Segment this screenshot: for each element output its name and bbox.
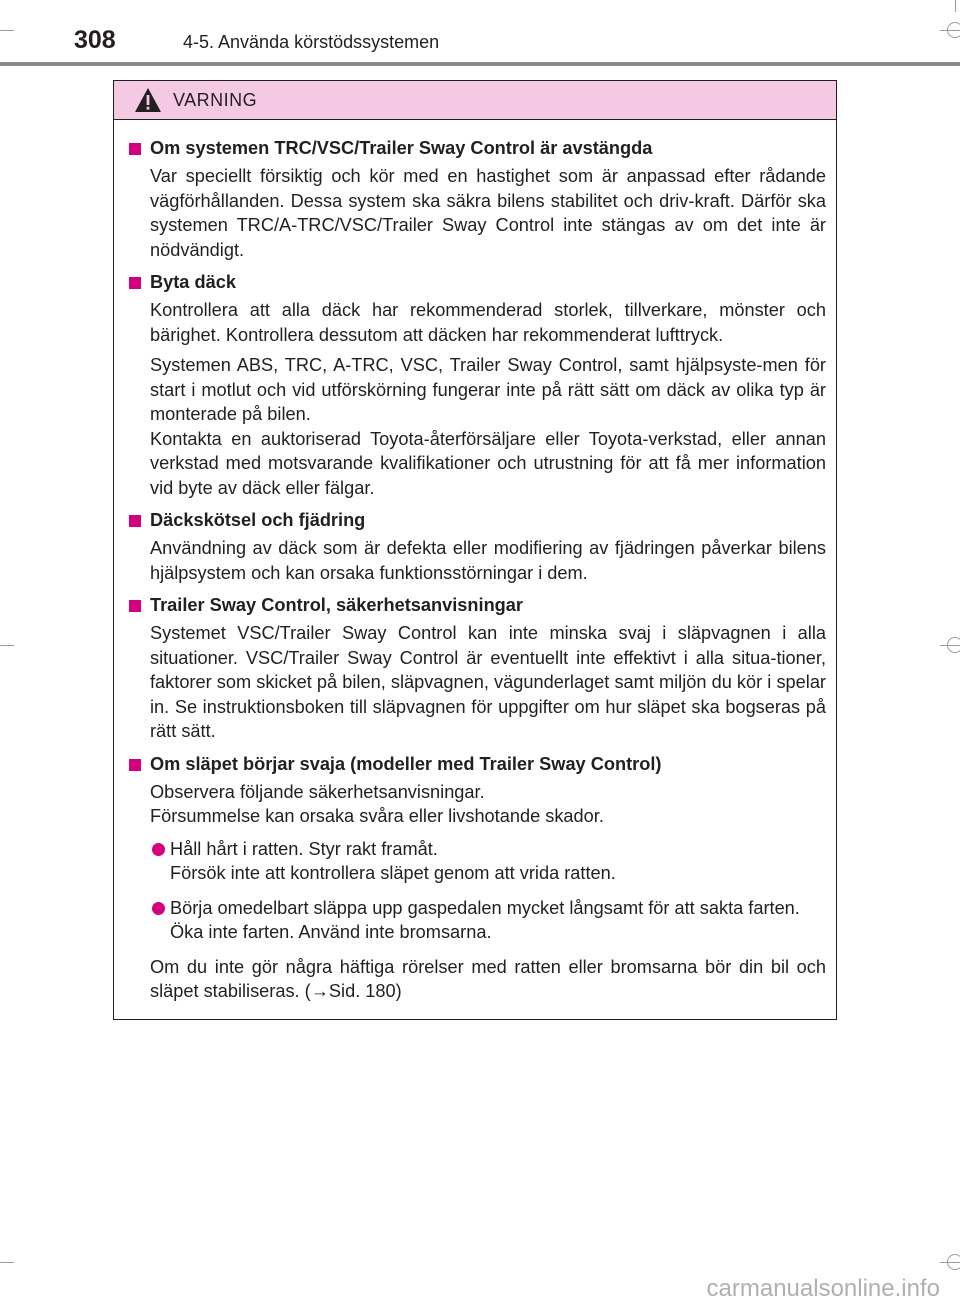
- topic-heading: [126, 752, 826, 777]
- paragraph: Kontakta en auktoriserad Toyota-återförsäljare eller Toyota-verkstad, eller annan verkstad med motsvarande kvalifikationer och utrustning för att få mer information vid byte av däck eller fälgar.: [150, 428, 826, 498]
- crop-mark: [0, 30, 14, 31]
- page-header: [0, 0, 960, 70]
- topic-heading: [126, 136, 826, 161]
- topic-heading: [126, 508, 826, 533]
- crop-mark: [0, 645, 14, 646]
- watermark: carmanualsonline.info: [706, 1275, 940, 1302]
- topic-trc-vsc-off: [126, 136, 826, 262]
- paragraph-line: Försummelse kan orsaka svåra eller livshotande skador.: [150, 806, 604, 826]
- square-bullet-icon: [129, 759, 141, 771]
- topic-tire-care: [126, 508, 826, 585]
- paragraph-line: Observera följande säkerhetsanvisningar.: [150, 781, 485, 802]
- list-item: [126, 837, 826, 886]
- header-rule: [0, 62, 960, 66]
- paragraph: Om du inte gör några häftiga rörelser med ratten eller bromsarna bör din bil och släpet stabiliseras. (→Sid. 180): [150, 956, 826, 1001]
- topic-title: Däckskötsel och fjädring: [150, 510, 366, 530]
- topic-heading: [126, 593, 826, 618]
- crop-mark: [0, 1262, 14, 1263]
- topic-title: Byta däck: [150, 272, 236, 292]
- bullet-line: Håll hårt i ratten. Styr rakt framåt.: [170, 838, 438, 859]
- topic-title: Om släpet börjar svaja (modeller med Trailer Sway Control): [150, 753, 662, 774]
- paragraph: Systemet VSC/Trailer Sway Control kan inte minska svaj i släpvagnen i alla situationer. VSC/Trailer Sway Control är eventuellt inte effektivt i alla situa-tioner, faktorer som skicket på bilen, släpvagnen, vägunderlaget samt miljön du kör i spelar in. Se instruktionsboken till släpvagnen för uppgifter om hur släpet ska bogseras på rätt sätt.: [150, 623, 826, 741]
- square-bullet-icon: [129, 277, 141, 289]
- topic-title: Trailer Sway Control, säkerhetsanvisningar: [150, 595, 523, 615]
- square-bullet-icon: [129, 143, 141, 155]
- round-bullet-icon: [152, 843, 165, 856]
- topic-change-tires: [126, 270, 826, 500]
- paragraph: Kontrollera att alla däck har rekommenderad storlek, tillverkare, mönster och bärighet. Kontrollera dessutom att däcken har rekommenderat lufttryck.: [150, 300, 826, 345]
- paragraph: Var speciellt försiktig och kör med en hastighet som är anpassad efter rådande vägförhållanden. Dessa system ska säkra bilens stabilitet och driv-kraft. Därför ska systemen TRC/A-TRC/VSC/Trailer Sway Control inte stängas av om det inte är nödvändigt.: [150, 166, 826, 260]
- warning-content: [114, 136, 838, 1010]
- crop-mark: [955, 0, 956, 12]
- topic-heading: [126, 270, 826, 295]
- topic-trailer-sway-start: [126, 752, 826, 1004]
- paragraph: [126, 780, 826, 829]
- square-bullet-icon: [129, 600, 141, 612]
- round-bullet-icon: [152, 902, 165, 915]
- list-item: [126, 896, 826, 945]
- warning-label: VARNING: [173, 90, 258, 110]
- topic-title: Om systemen TRC/VSC/Trailer Sway Control är avstängda: [150, 138, 653, 158]
- crop-mark: [947, 22, 960, 38]
- bullet-line: Försök inte att kontrollera släpet genom att vrida ratten.: [170, 863, 616, 883]
- warning-header: [114, 81, 836, 120]
- warning-box: [113, 80, 837, 1020]
- bullet-line: Öka inte farten. Använd inte bromsarna.: [170, 922, 492, 942]
- warning-triangle-icon: [134, 87, 162, 113]
- section-title: 4-5. Använda körstödssystemen: [183, 32, 440, 52]
- square-bullet-icon: [129, 515, 141, 527]
- crop-mark: [947, 1254, 960, 1270]
- crop-mark: [947, 637, 960, 653]
- topic-trailer-sway-safety: [126, 593, 826, 744]
- bullet-line: Börja omedelbart släppa upp gaspedalen mycket långsamt för att sakta farten.: [170, 897, 800, 918]
- page-number: 308: [74, 26, 116, 54]
- paragraph: Användning av däck som är defekta eller modifiering av fjädringen påverkar bilens hjälpsystem och kan orsaka funktionsstörningar i dem.: [150, 538, 826, 583]
- paragraph: Systemen ABS, TRC, A-TRC, VSC, Trailer Sway Control, samt hjälpsyste-men för start i motlut och vid utförskörning fungerar inte på rätt sätt om däck av olika typ är monterade på bilen.: [150, 355, 826, 424]
